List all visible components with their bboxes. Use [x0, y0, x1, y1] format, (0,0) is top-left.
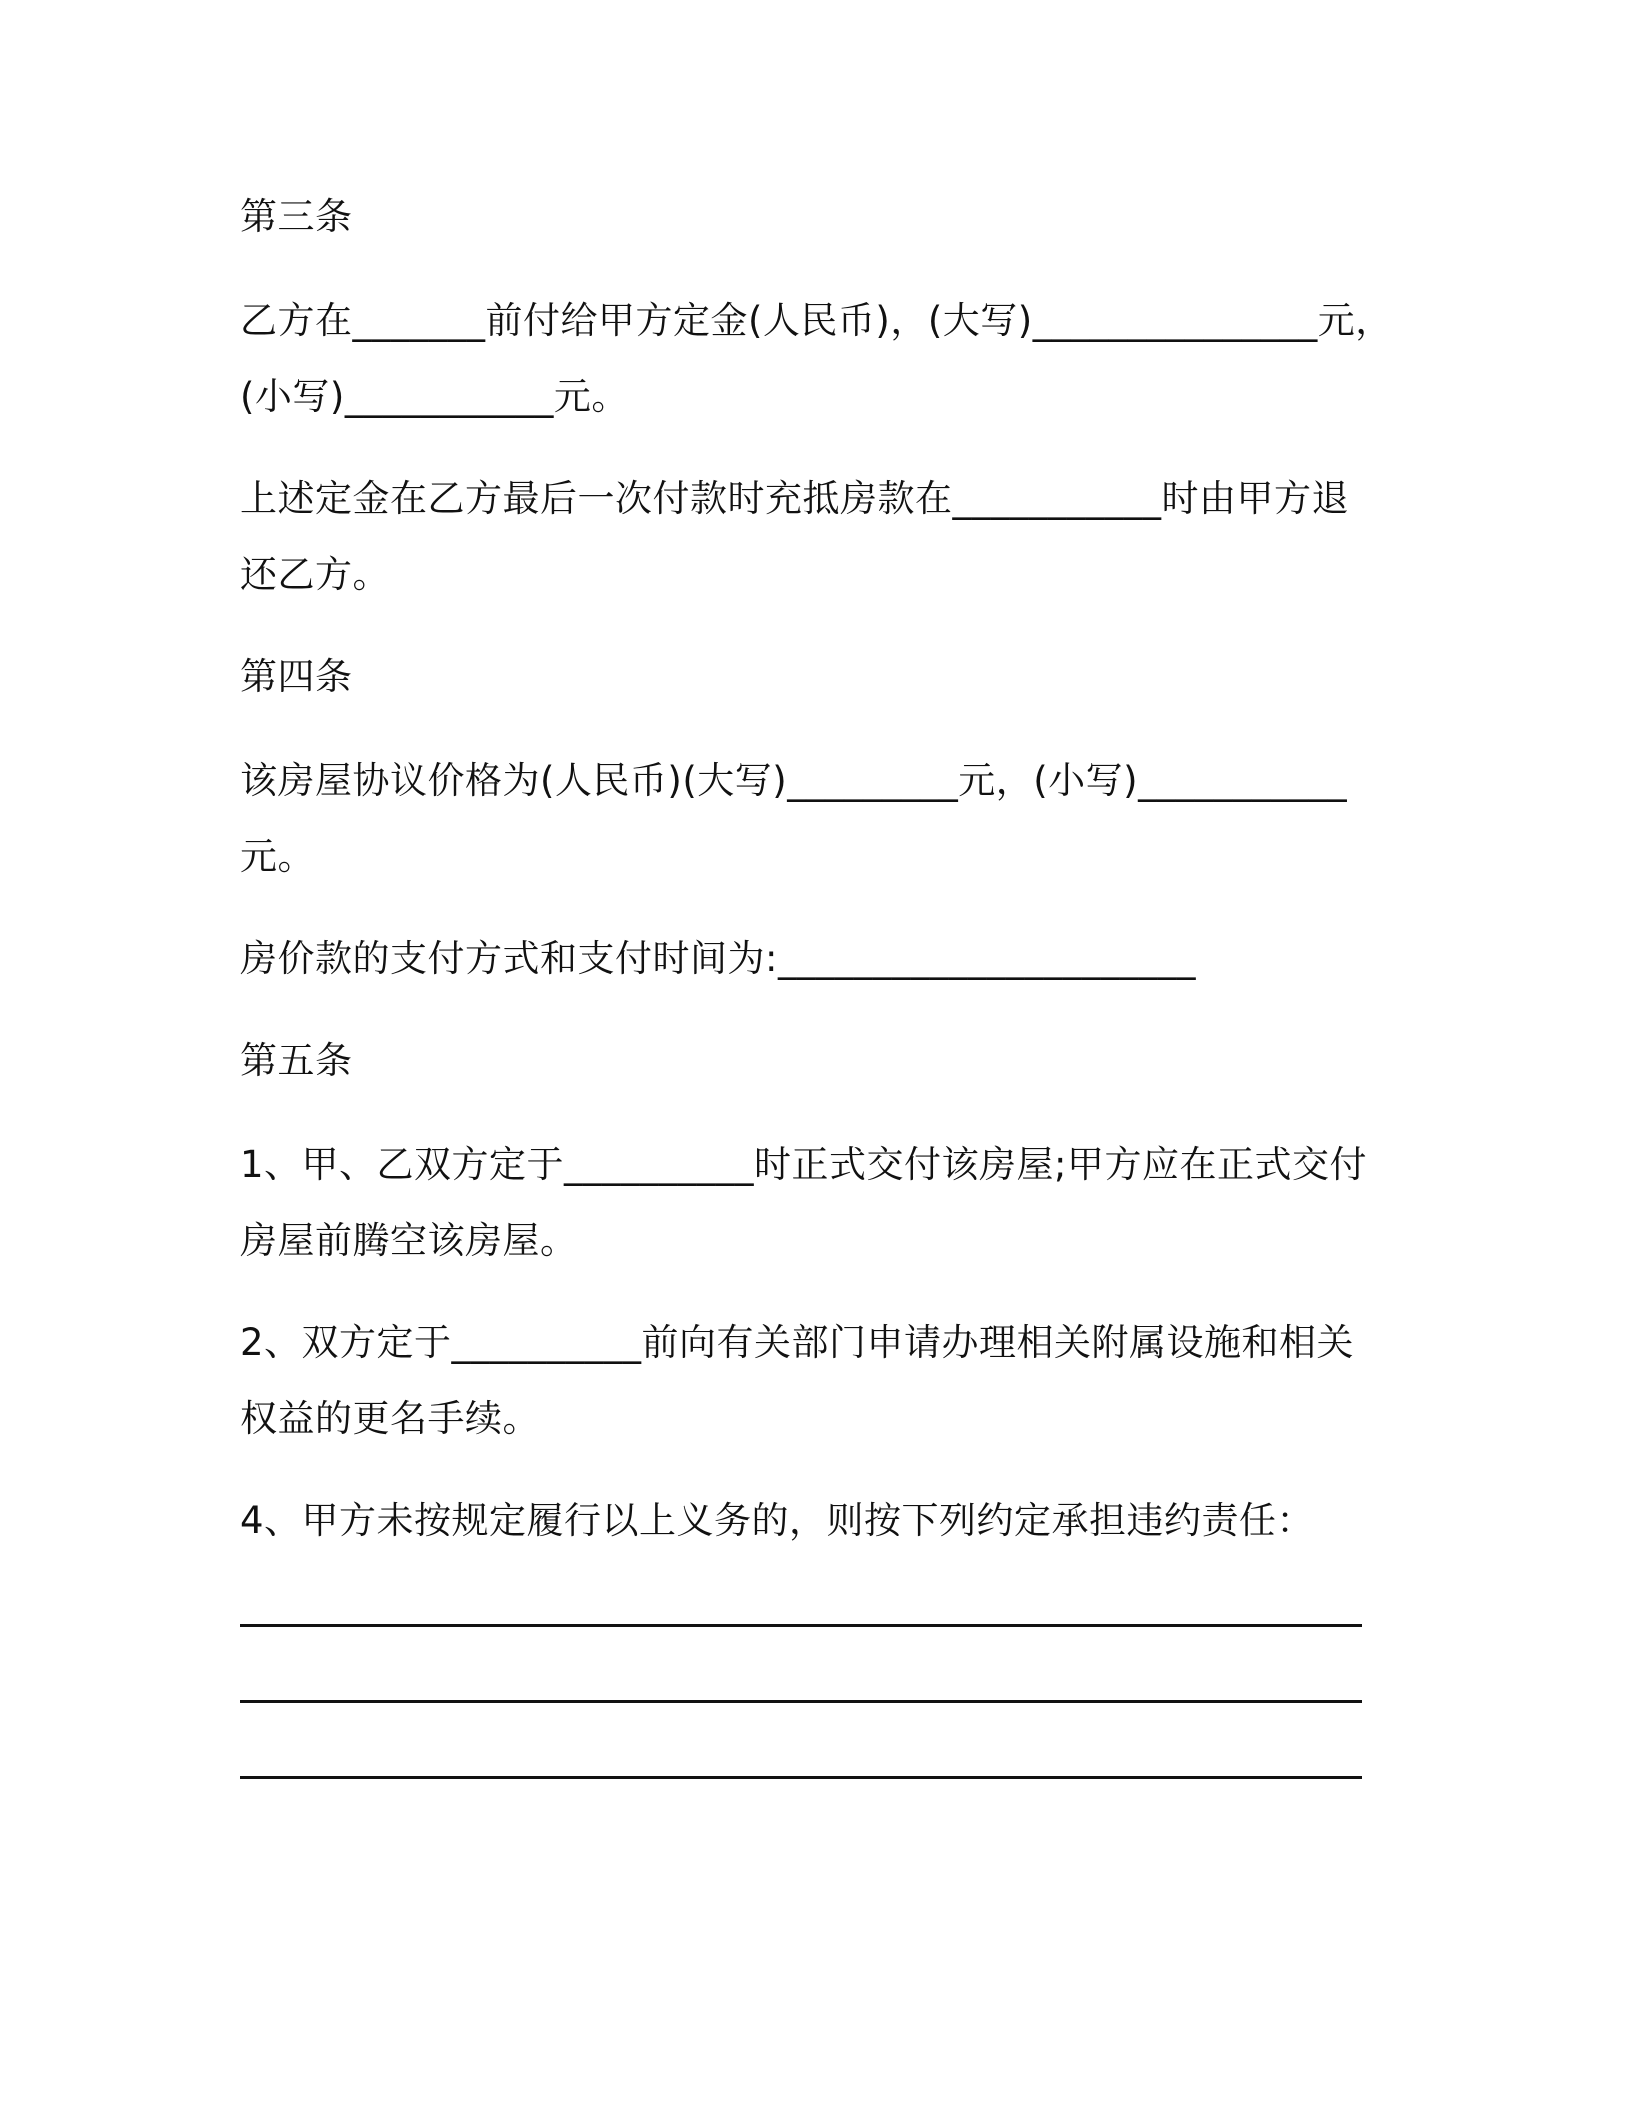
article5-item1-line2: 房屋前腾空该房屋。 — [240, 1219, 578, 1262]
article4-price-line: 该房屋协议价格为(人民币)(大写)_________元，(小写)___________ — [240, 759, 1348, 802]
blank-fill-line — [240, 1776, 1362, 1779]
article5-item4-line1: 4、甲方未按规定履行以上义务的，则按下列约定承担违约责任： — [240, 1499, 1315, 1542]
article3-deposit-offset-line: 上述定金在乙方最后一次付款时充抵房款在___________时由甲方退 — [240, 477, 1349, 520]
article3-deposit-line: 乙方在_______前付给甲方定金(人民币)，(大写)_______________元， — [240, 299, 1393, 342]
article5-item2-line1: 2、双方定于__________前向有关部门申请办理相关附属设施和相关 — [240, 1321, 1355, 1364]
article3-heading: 第三条 — [240, 195, 353, 238]
article3-deposit-lowercase-line: (小写)___________元。 — [240, 375, 629, 418]
article5-item2-line2: 权益的更名手续。 — [240, 1397, 540, 1440]
article4-payment-method-line: 房价款的支付方式和支付时间为:______________________ — [240, 937, 1196, 980]
blank-fill-line — [240, 1700, 1362, 1703]
blank-fill-line — [240, 1624, 1362, 1627]
article4-heading: 第四条 — [240, 655, 353, 698]
article4-price-unit-line: 元。 — [240, 835, 315, 878]
article3-deposit-return-line: 还乙方。 — [240, 553, 390, 596]
article5-item1-line1: 1、甲、乙双方定于__________时正式交付该房屋;甲方应在正式交付 — [240, 1143, 1368, 1186]
article5-heading: 第五条 — [240, 1039, 353, 1082]
